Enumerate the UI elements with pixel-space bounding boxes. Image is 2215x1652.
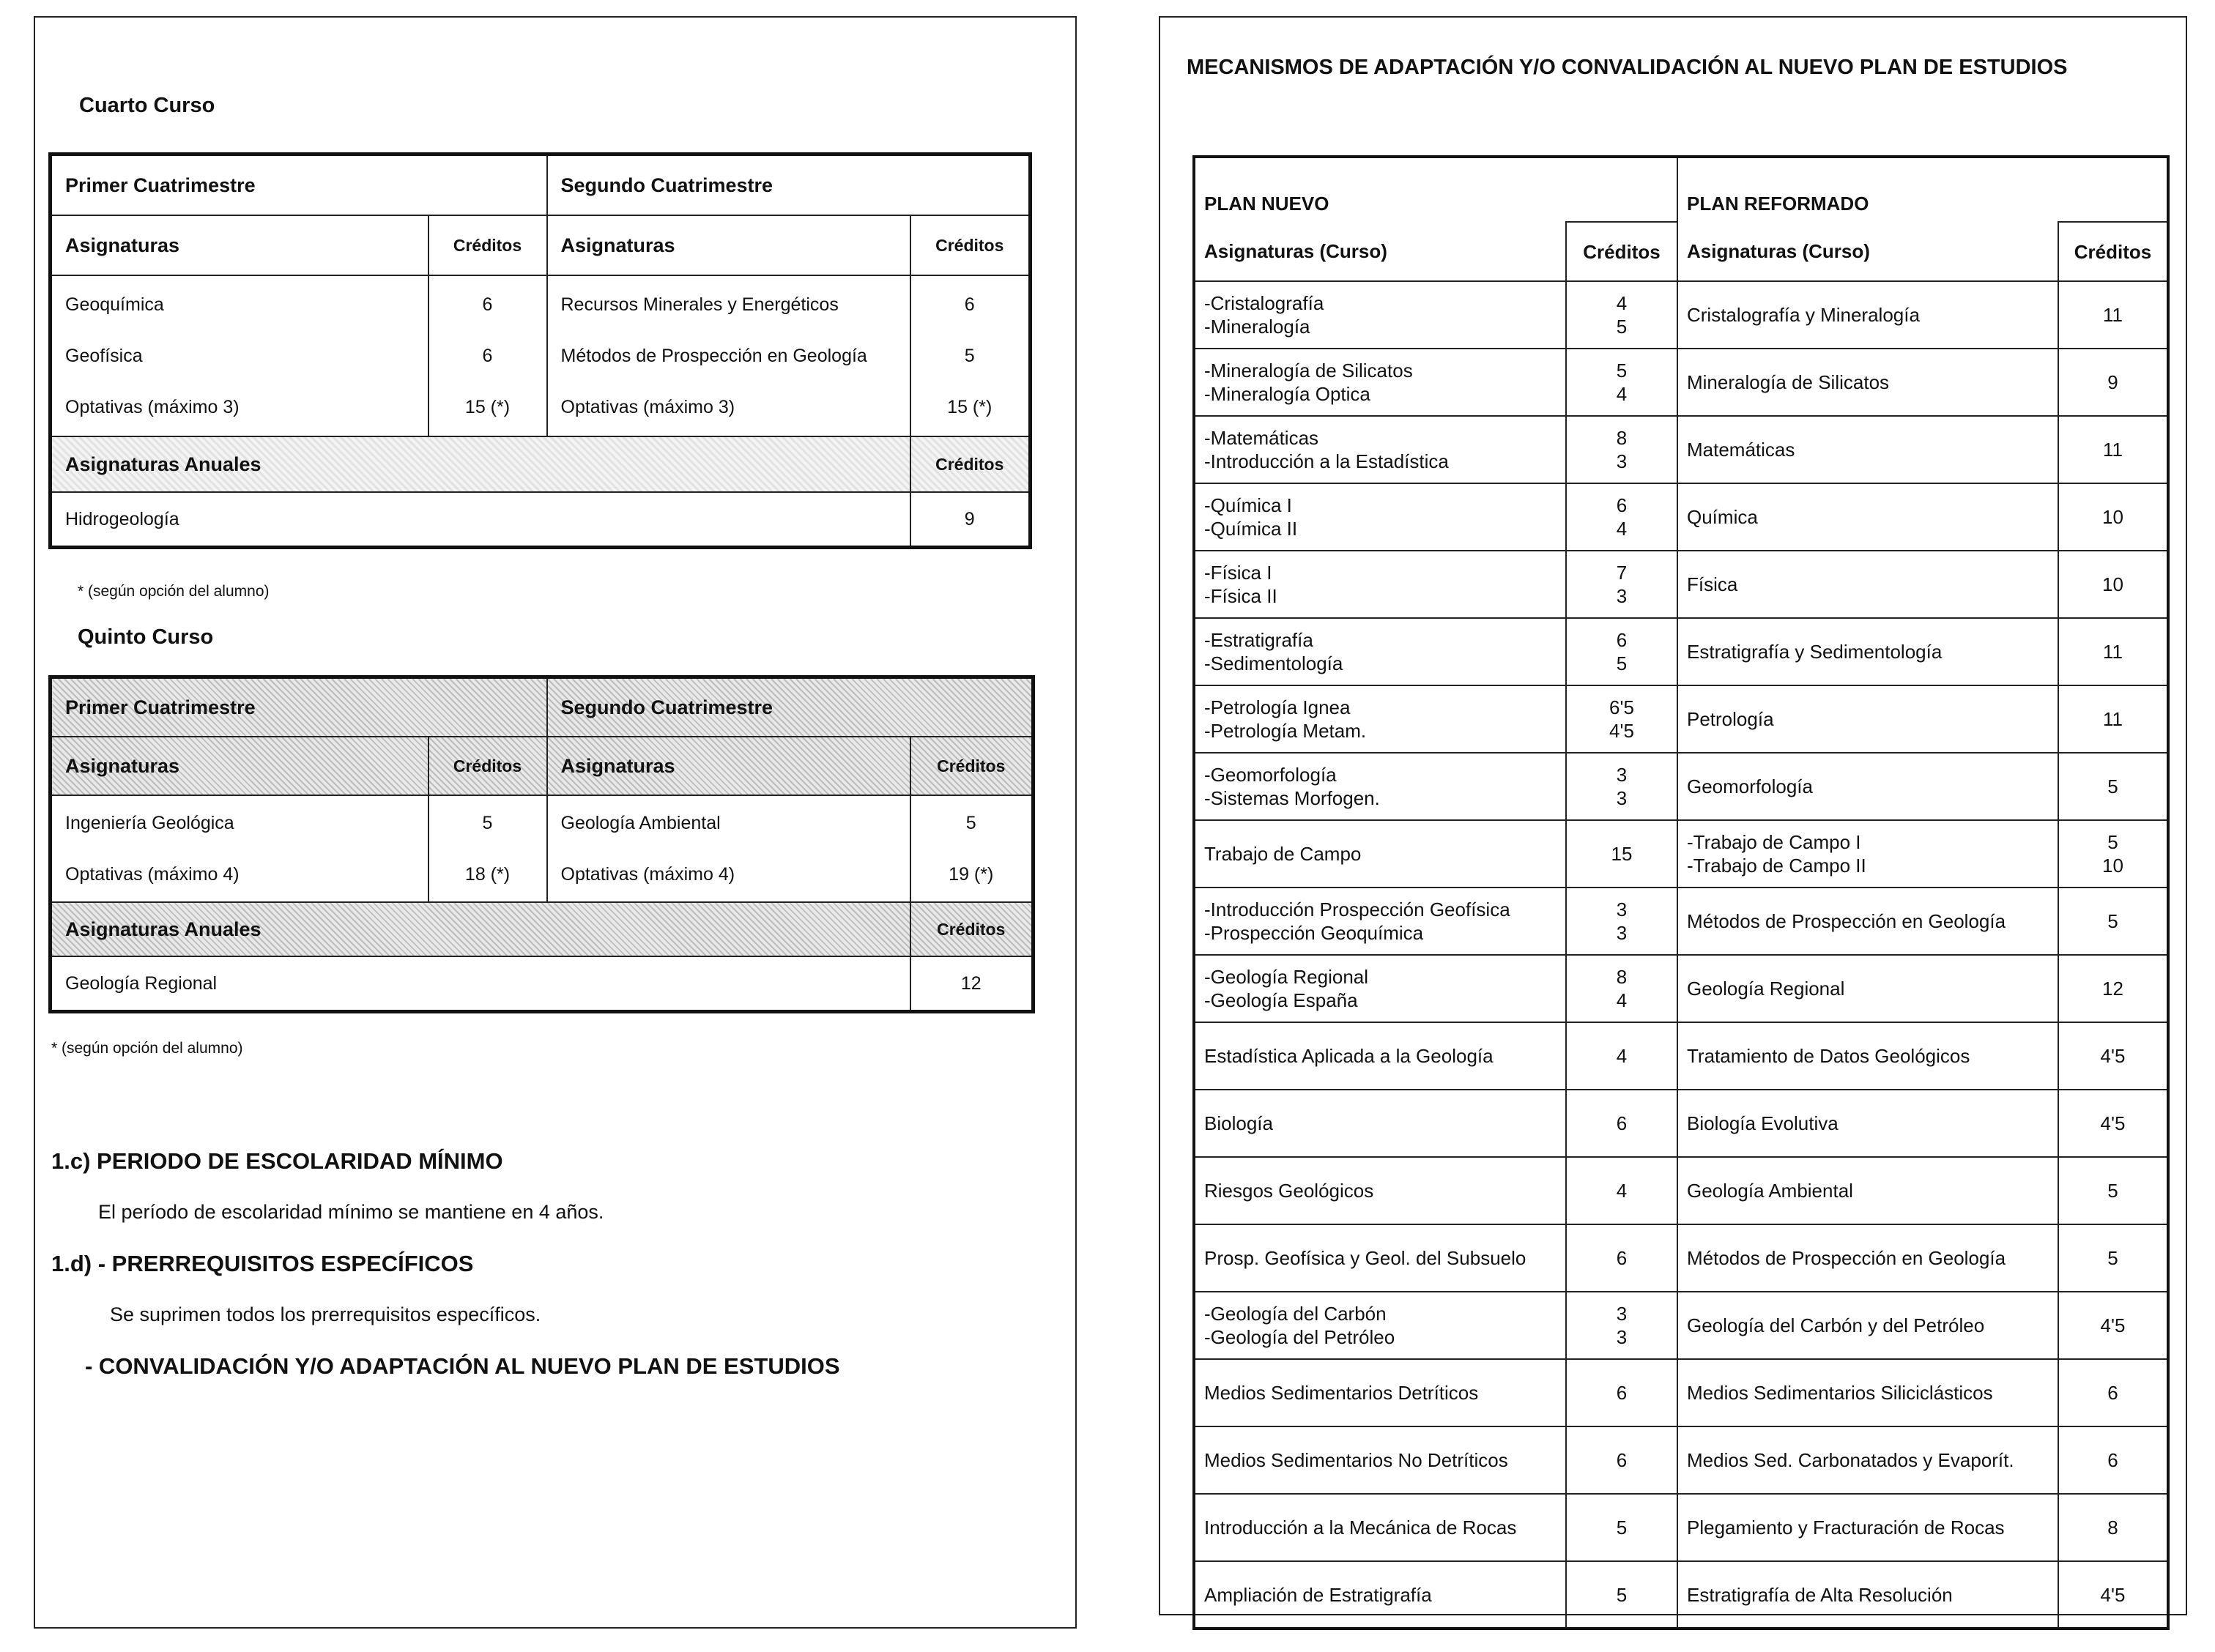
convalidation-row [1194,1426,2168,1494]
plan-reformado-subject-line: -Trabajo de Campo I [1687,831,1861,853]
plan-nuevo-subjects-line: Estadística Aplicada a la Geología [1204,1045,1494,1067]
plan-reformado-subject [1677,1022,2058,1090]
plan-nuevo-credits-line: 4 [1616,292,1628,314]
left-page [34,16,1077,1629]
credit: 6 [482,294,493,315]
plan-nuevo-credits-line: 3 [1616,764,1628,786]
plan-reformado-subject [1677,1494,2058,1561]
plan-nuevo-credits-line: 3 [1616,898,1628,920]
credit: 15 (*) [947,396,993,417]
plan-reformado-credits [2058,955,2168,1022]
plan-nuevo-credits-line: 5 [1616,360,1628,382]
credit: 6 [482,345,493,366]
creditos-header: Créditos [428,737,547,795]
plan-nuevo-subjects-line: -Mineralogía de Silicatos [1204,360,1413,382]
plan-reformado-credits [2058,1224,2168,1292]
anual-subject: Geología Regional [51,956,910,1012]
plan-nuevo-subjects-line: Riesgos Geológicos [1204,1180,1374,1202]
anual-subject: Hidrogeología [51,492,910,548]
plan-reformado-credits-line: 11 [2103,439,2123,461]
plan-nuevo-subjects-line: Ampliación de Estratigrafía [1204,1583,1432,1606]
plan-reformado-subject-line: Métodos de Prospección en Geología [1687,1247,2006,1269]
creditos-header: Créditos [428,215,547,275]
mecanismos-title: MECANISMOS DE ADAPTACIÓN Y/O CONVALIDACIÓN AL NUEVO PLAN DE ESTUDIOS [1187,56,2068,79]
plan-reformado-subject-line: Matemáticas [1687,439,1795,461]
creditos-header: Créditos [2058,222,2168,281]
plan-reformado-subject-line: Mineralogía de Silicatos [1687,371,1890,393]
credit: 5 [965,812,976,833]
subject: Geoquímica [65,294,164,315]
plan-nuevo-subjects [1194,1224,1566,1292]
plan-nuevo-credits-line: 3 [1616,787,1628,809]
subject: Geología Ambiental [560,812,721,833]
plan-nuevo-subjects-line: Trabajo de Campo [1204,843,1362,865]
plan-reformado-credits [2058,1561,2168,1629]
plan-nuevo-subjects-line: -Geología España [1204,989,1358,1011]
plan-nuevo-credits-line: 4 [1616,1180,1628,1202]
anual-credits: 9 [910,492,1031,548]
plan-nuevo-subjects-line: Introducción a la Mecánica de Rocas [1204,1517,1517,1538]
plan-reformado-credits [2058,1426,2168,1494]
plan-nuevo-subjects [1194,349,1566,416]
subject: Geofísica [65,345,143,366]
subject: Optativas (máximo 4) [560,863,735,885]
plan-reformado-subject-line: Plegamiento y Fracturación de Rocas [1687,1517,2005,1538]
plan-nuevo-subjects-line: Medios Sedimentarios No Detríticos [1204,1449,1508,1471]
subject: Optativas (máximo 3) [560,396,735,417]
plan-nuevo-credits [1566,1090,1677,1157]
plan-reformado-credits-line: 6 [2107,1449,2118,1471]
plan-nuevo-subjects-line: -Cristalografía [1204,292,1324,314]
plan-nuevo-subjects-line: -Física II [1204,585,1277,607]
cuarto-curso-table [48,152,1032,549]
plan-nuevo-credits-line: 8 [1616,966,1628,988]
asignaturas-curso-header: Asignaturas (Curso) [1677,222,2058,281]
asignaturas-curso-header: Asignaturas (Curso) [1194,222,1566,281]
plan-reformado-subject-line: Química [1687,506,1758,528]
plan-reformado-subject [1677,685,2058,753]
plan-reformado-subject [1677,753,2058,820]
anual-credits: 12 [910,956,1034,1012]
creditos-header: Créditos [910,215,1031,275]
credits-cell [910,795,1034,902]
plan-nuevo-subjects [1194,753,1566,820]
plan-nuevo-credits-line: 4'5 [1609,720,1634,742]
plan-nuevo-subjects-line: -Física I [1204,562,1272,584]
plan-reformado-credits [2058,1494,2168,1561]
plan-reformado-subject-line: Petrología [1687,708,1774,730]
plan-reformado-credits-line: 4'5 [2100,1314,2126,1336]
plan-nuevo-header: PLAN NUEVO [1194,157,1677,222]
plan-nuevo-subjects-line: -Petrología Metam. [1204,720,1367,742]
convalidation-row [1194,551,2168,618]
plan-nuevo-subjects-line: -Matemáticas [1204,427,1319,449]
plan-reformado-credits-line: 5 [2107,1180,2118,1202]
convalidation-row [1194,1292,2168,1359]
plan-nuevo-credits-line: 4 [1616,383,1628,405]
plan-nuevo-credits [1566,1494,1677,1561]
option-note: * (según opción del alumno) [51,1040,243,1057]
right-page [1159,16,2187,1615]
plan-nuevo-subjects-line: -Introducción a la Estadística [1204,450,1449,472]
plan-nuevo-credits [1566,820,1677,888]
credit: 19 (*) [949,863,994,885]
plan-reformado-credits [2058,753,2168,820]
plan-reformado-subject [1677,1359,2058,1426]
plan-nuevo-subjects [1194,1292,1566,1359]
convalidation-row [1194,1157,2168,1224]
plan-reformado-credits [2058,483,2168,551]
plan-nuevo-credits [1566,685,1677,753]
asignaturas-anuales-header: Asignaturas Anuales [51,902,910,956]
credits-cell [428,795,547,902]
plan-reformado-subject [1677,349,2058,416]
credits-cell [910,275,1031,436]
plan-nuevo-credits-line: 5 [1616,652,1628,674]
plan-reformado-credits-line: 5 [2107,1247,2118,1269]
plan-reformado-subject [1677,820,2058,888]
asignaturas-header: Asignaturas [51,215,428,275]
convalidation-row [1194,1561,2168,1629]
plan-reformado-subject [1677,1426,2058,1494]
plan-reformado-credits [2058,1022,2168,1090]
plan-reformado-credits-line: 8 [2107,1517,2118,1538]
subjects-cell [51,275,428,436]
plan-reformado-subject-line: Medios Sed. Carbonatados y Evaporít. [1687,1449,2014,1471]
plan-nuevo-credits-line: 6 [1616,1382,1628,1404]
plan-reformado-credits-line: 10 [2102,573,2123,595]
section-1c-text: El período de escolaridad mínimo se mantiene en 4 años. [98,1201,604,1223]
plan-reformado-credits-line: 9 [2107,371,2118,393]
plan-reformado-credits-line: 11 [2103,641,2123,663]
subject: Optativas (máximo 3) [65,396,240,417]
segundo-cuatrimestre-header: Segundo Cuatrimestre [547,155,1031,216]
plan-reformado-subject-line: Geomorfología [1687,775,1813,797]
creditos-header: Créditos [910,436,1031,492]
plan-nuevo-subjects [1194,1494,1566,1561]
plan-nuevo-credits-line: 4 [1616,518,1628,540]
plan-reformado-subject-line: -Trabajo de Campo II [1687,855,1866,877]
plan-reformado-subject-line: Cristalografía y Mineralogía [1687,304,1920,326]
plan-nuevo-subjects-line: -Petrología Ignea [1204,696,1351,718]
plan-nuevo-subjects [1194,416,1566,483]
convalidation-row [1194,281,2168,349]
plan-nuevo-credits [1566,1022,1677,1090]
plan-reformado-subject-line: Medios Sedimentarios Siliciclásticos [1687,1382,1993,1404]
plan-reformado-credits-line: 4'5 [2100,1045,2126,1067]
plan-nuevo-subjects [1194,820,1566,888]
plan-nuevo-credits [1566,1561,1677,1629]
quinto-curso-title: Quinto Curso [78,625,214,649]
plan-reformado-credits [2058,349,2168,416]
plan-nuevo-credits-line: 5 [1616,1583,1628,1606]
plan-nuevo-subjects-line: -Mineralogía [1204,316,1310,338]
plan-reformado-credits-line: 5 [2107,910,2118,932]
plan-reformado-subject [1677,1292,2058,1359]
plan-nuevo-credits [1566,753,1677,820]
convalidation-row [1194,349,2168,416]
plan-reformado-credits [2058,1359,2168,1426]
plan-reformado-credits-line: 11 [2103,304,2123,326]
plan-reformado-credits [2058,888,2168,955]
plan-nuevo-subjects [1194,685,1566,753]
plan-nuevo-credits [1566,1157,1677,1224]
plan-nuevo-credits-line: 3 [1616,585,1628,607]
plan-reformado-credits-line: 10 [2102,855,2123,877]
plan-nuevo-subjects-line: -Geología del Petróleo [1204,1326,1395,1348]
plan-nuevo-credits-line: 6 [1616,1449,1628,1471]
plan-nuevo-subjects [1194,1426,1566,1494]
plan-reformado-credits-line: 5 [2107,775,2118,797]
plan-nuevo-subjects [1194,1022,1566,1090]
plan-reformado-credits-line: 4'5 [2100,1583,2126,1606]
plan-reformado-subject-line: Geología del Carbón y del Petróleo [1687,1314,1985,1336]
section-1c-title: 1.c) PERIODO DE ESCOLARIDAD MÍNIMO [51,1148,503,1174]
plan-nuevo-credits [1566,349,1677,416]
plan-reformado-subject-line: Geología Regional [1687,978,1845,1000]
quinto-curso-table [48,675,1035,1013]
plan-nuevo-subjects-line: -Geología del Carbón [1204,1303,1387,1325]
primer-cuatrimestre-header: Primer Cuatrimestre [51,677,547,737]
plan-nuevo-subjects-line: -Sedimentología [1204,652,1343,674]
plan-nuevo-credits [1566,416,1677,483]
plan-nuevo-subjects [1194,551,1566,618]
plan-nuevo-subjects [1194,1359,1566,1426]
plan-reformado-subject [1677,1157,2058,1224]
plan-nuevo-credits-line: 3 [1616,450,1628,472]
convalidation-row [1194,685,2168,753]
plan-reformado-credits-line: 6 [2107,1382,2118,1404]
convalidation-row [1194,1022,2168,1090]
plan-nuevo-credits-line: 15 [1611,843,1633,865]
plan-nuevo-credits-line: 6'5 [1609,696,1634,718]
creditos-header: Créditos [1566,222,1677,281]
plan-reformado-credits-line: 11 [2103,708,2123,730]
plan-nuevo-credits-line: 5 [1616,1517,1628,1538]
credit: 6 [964,294,975,315]
convalidation-row [1194,1090,2168,1157]
plan-reformado-subject-line: Física [1687,573,1738,595]
plan-nuevo-subjects [1194,483,1566,551]
plan-reformado-credits [2058,618,2168,685]
plan-reformado-credits [2058,1157,2168,1224]
plan-nuevo-credits-line: 6 [1616,494,1628,516]
plan-reformado-credits-line: 10 [2102,506,2123,528]
plan-reformado-subject [1677,888,2058,955]
subject: Optativas (máximo 4) [65,863,240,885]
convalidation-row [1194,483,2168,551]
credit: 5 [964,345,975,366]
plan-nuevo-subjects-line: -Geomorfología [1204,764,1337,786]
convalidation-table [1192,155,2170,1630]
plan-nuevo-credits-line: 6 [1616,1112,1628,1134]
plan-nuevo-subjects-line: -Química II [1204,518,1298,540]
plan-nuevo-credits-line: 8 [1616,427,1628,449]
asignaturas-header: Asignaturas [547,737,910,795]
plan-reformado-credits [2058,416,2168,483]
plan-reformado-credits-line: 4'5 [2100,1112,2126,1134]
plan-reformado-subject [1677,1224,2058,1292]
plan-reformado-subject [1677,955,2058,1022]
subject: Métodos de Prospección en Geología [560,345,867,366]
plan-reformado-subject [1677,416,2058,483]
plan-nuevo-credits-line: 3 [1616,922,1628,944]
plan-nuevo-credits-line: 3 [1616,1326,1628,1348]
plan-reformado-credits [2058,1090,2168,1157]
plan-nuevo-credits-line: 7 [1616,562,1628,584]
subjects-cell [51,795,428,902]
cuarto-curso-title: Cuarto Curso [79,94,215,117]
subjects-cell [547,275,910,436]
plan-nuevo-credits-line: 5 [1616,316,1628,338]
credits-cell [428,275,547,436]
plan-nuevo-credits [1566,955,1677,1022]
plan-nuevo-subjects [1194,955,1566,1022]
creditos-header: Créditos [910,737,1034,795]
plan-nuevo-credits-line: 4 [1616,989,1628,1011]
convalidation-row [1194,1224,2168,1292]
plan-nuevo-subjects-line: -Mineralogía Optica [1204,383,1370,405]
plan-nuevo-credits [1566,1426,1677,1494]
plan-nuevo-subjects [1194,1157,1566,1224]
asignaturas-header: Asignaturas [51,737,428,795]
convalidation-row [1194,820,2168,888]
plan-nuevo-subjects-line: -Introducción Prospección Geofísica [1204,898,1510,920]
section-1d-title: 1.d) - PRERREQUISITOS ESPECÍFICOS [51,1251,474,1276]
plan-nuevo-credits-line: 6 [1616,1247,1628,1269]
plan-nuevo-subjects-line: -Prospección Geoquímica [1204,922,1424,944]
plan-nuevo-subjects-line: Medios Sedimentarios Detríticos [1204,1382,1479,1404]
plan-nuevo-credits [1566,618,1677,685]
convalidation-row [1194,1359,2168,1426]
plan-reformado-subject [1677,1090,2058,1157]
credit: 18 (*) [464,863,511,885]
plan-reformado-credits-line: 5 [2107,831,2118,853]
convalidation-row [1194,955,2168,1022]
subject: Ingeniería Geológica [65,812,234,833]
plan-reformado-subject-line: Estratigrafía y Sedimentología [1687,641,1943,663]
section-1d-text: Se suprimen todos los prerrequisitos específicos. [110,1303,541,1325]
option-note: * (según opción del alumno) [78,583,270,600]
asignaturas-anuales-header: Asignaturas Anuales [51,436,910,492]
plan-reformado-subject-line: Tratamiento de Datos Geológicos [1687,1045,1970,1067]
credit: 5 [482,812,493,833]
convalidacion-title: - CONVALIDACIÓN Y/O ADAPTACIÓN AL NUEVO PLAN DE ESTUDIOS [85,1353,840,1379]
plan-reformado-subject-line: Estratigrafía de Alta Resolución [1687,1583,1953,1606]
plan-nuevo-credits-line: 3 [1616,1303,1628,1325]
plan-nuevo-credits [1566,551,1677,618]
plan-reformado-subject [1677,483,2058,551]
asignaturas-header: Asignaturas [547,215,910,275]
plan-reformado-credits [2058,281,2168,349]
primer-cuatrimestre-header: Primer Cuatrimestre [51,155,547,216]
plan-nuevo-subjects-line: -Geología Regional [1204,966,1369,988]
plan-reformado-subject-line: Métodos de Prospección en Geología [1687,910,2006,932]
plan-nuevo-subjects-line: -Estratigrafía [1204,629,1313,651]
convalidation-row [1194,416,2168,483]
plan-nuevo-credits [1566,1224,1677,1292]
plan-nuevo-subjects-line: Prosp. Geofísica y Geol. del Subsuelo [1204,1247,1526,1269]
plan-nuevo-credits-line: 6 [1616,629,1628,651]
plan-nuevo-subjects-line: -Química I [1204,494,1292,516]
plan-nuevo-credits-line: 4 [1616,1045,1628,1067]
plan-reformado-subject [1677,281,2058,349]
convalidation-row [1194,888,2168,955]
plan-nuevo-credits [1566,483,1677,551]
plan-nuevo-credits [1566,888,1677,955]
plan-reformado-subject-line: Biología Evolutiva [1687,1112,1839,1134]
subjects-cell [547,795,910,902]
plan-nuevo-subjects [1194,888,1566,955]
plan-reformado-credits [2058,820,2168,888]
plan-nuevo-subjects [1194,281,1566,349]
plan-nuevo-subjects [1194,1090,1566,1157]
subject: Recursos Minerales y Energéticos [560,294,839,315]
convalidation-row [1194,618,2168,685]
convalidation-row [1194,1494,2168,1561]
plan-reformado-subject [1677,551,2058,618]
plan-nuevo-credits [1566,1292,1677,1359]
plan-nuevo-credits [1566,1359,1677,1426]
convalidation-row [1194,753,2168,820]
plan-reformado-subject [1677,1561,2058,1629]
credit: 15 (*) [464,396,511,417]
plan-nuevo-subjects-line: -Sistemas Morfogen. [1204,787,1380,809]
plan-reformado-credits [2058,551,2168,618]
plan-nuevo-credits [1566,281,1677,349]
segundo-cuatrimestre-header: Segundo Cuatrimestre [547,677,1034,737]
plan-nuevo-subjects [1194,1561,1566,1629]
plan-nuevo-subjects [1194,618,1566,685]
plan-reformado-header: PLAN REFORMADO [1677,157,2168,222]
plan-reformado-credits [2058,1292,2168,1359]
creditos-header: Créditos [910,902,1034,956]
plan-reformado-subject-line: Geología Ambiental [1687,1180,1853,1202]
plan-reformado-credits [2058,685,2168,753]
plan-nuevo-subjects-line: Biología [1204,1112,1273,1134]
plan-reformado-subject [1677,618,2058,685]
plan-reformado-credits-line: 12 [2102,978,2123,1000]
